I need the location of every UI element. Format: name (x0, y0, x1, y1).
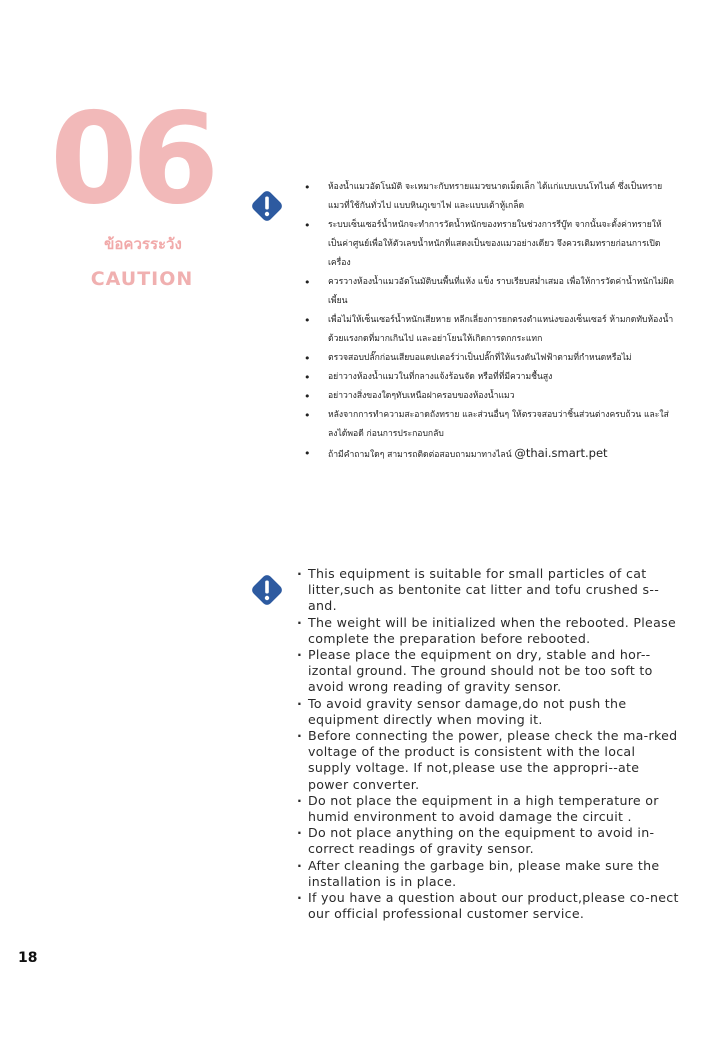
list-item: • ห้องน้ำแมวอัตโนมัติ จะเหมาะกับทรายแมวขนาดเม็ดเล็ก ได้แก่แบบเบนโทไนต์ ซึ่งเป็นทรายแมวที่ใช้กันทั่วไป แบบหินภูเขาไฟ และแบบเต้าหู้เกล็ด (304, 178, 674, 216)
list-item: · Do not place anything on the equipment to avoid in-correct readings of gravity sensor. (296, 825, 680, 857)
list-item: • ระบบเซ็นเซอร์น้ำหนักจะทำการวัดน้ำหนักของทรายในช่วงการรีบู๊ท จากนั้นจะตั้งค่าทรายให้เป็นค่าศูนย์เพื่อให้ตัวเลขน้ำหนักที่แสดงเป็นของแมวอย่างเดียว จึงควรเติมทรายก่อนการเปิดเครื่อง (304, 216, 674, 273)
section-number: 06 (50, 85, 214, 232)
list-item: · To avoid gravity sensor damage,do not push the equipment directly when moving it. (296, 696, 680, 728)
exclamation-diamond-icon (247, 186, 287, 226)
contact-text: ถ้ามีคำถามใดๆ สามารถติดต่อสอบถามมาทางไลน์ (328, 450, 512, 460)
english-caution-list (296, 566, 680, 922)
list-item: • อย่าวางสิ่งของใดๆทับเหนือฝาครอบของห้องน้ำแมว (304, 387, 674, 406)
exclamation-diamond-icon (247, 570, 287, 610)
page-number: 18 (18, 950, 38, 966)
list-item: • อย่าวางห้องน้ำแมวในที่กลางแจ้งร้อนจัด หรือที่ที่มีความชื้นสูง (304, 368, 674, 387)
list-item: • เพื่อไม่ให้เซ็นเซอร์น้ำหนักเสียหาย หลีกเลี่ยงการยกตรงตำแหน่งของเซ็นเซอร์ ห้ามกดทับห้องน้ำด้วยแรงกดที่มากเกินไป และอย่าโยนให้เกิดการตกกระแทก (304, 311, 674, 349)
thai-caution-list (304, 178, 674, 465)
list-item: · Before connecting the power, please check the ma-rked voltage of the product is consistent with the local supply voltage. If not,please use the appropri--ate power converter. (296, 728, 680, 793)
list-item: • ควรวางห้องน้ำแมวอัตโนมัติบนพื้นที่แห้ง แข็ง ราบเรียบสม่ำเสมอ เพื่อให้การวัดค่าน้ำหนักไม่ผิดเพี้ยน (304, 273, 674, 311)
list-item: • ตรวจสอบปลั๊กก่อนเสียบอแดปเตอร์ว่าเป็นปลั๊กที่ให้แรงดันไฟฟ้าตามที่กำหนดหรือไม่ (304, 349, 674, 368)
contact-line (304, 444, 674, 465)
line-handle: @thai.smart.pet (514, 446, 608, 460)
list-item: · If you have a question about our product,please co-nect our official professional customer service. (296, 890, 680, 922)
section-title-thai: ข้อควรระวัง (104, 235, 182, 253)
list-item: · After cleaning the garbage bin, please make sure the installation is in place. (296, 858, 680, 890)
list-item: · This equipment is suitable for small particles of cat litter,such as bentonite cat litter and tofu crushed s--and. (296, 566, 680, 615)
list-item: · Please place the equipment on dry, stable and hor--izontal ground. The ground should not be too soft to avoid wrong reading of gravity sensor. (296, 647, 680, 696)
section-title-english: CAUTION (90, 268, 194, 290)
list-item: • หลังจากการทำความสะอาดถังทราย และส่วนอื่นๆ ให้ตรวจสอบว่าชิ้นส่วนต่างครบถ้วน และใส่ลงได้พอดี ก่อนการประกอบกลับ (304, 406, 674, 444)
list-item: · Do not place the equipment in a high temperature or humid environment to avoid damage the circuit . (296, 793, 680, 825)
list-item: · The weight will be initialized when the rebooted. Please complete the preparation before rebooted. (296, 615, 680, 647)
